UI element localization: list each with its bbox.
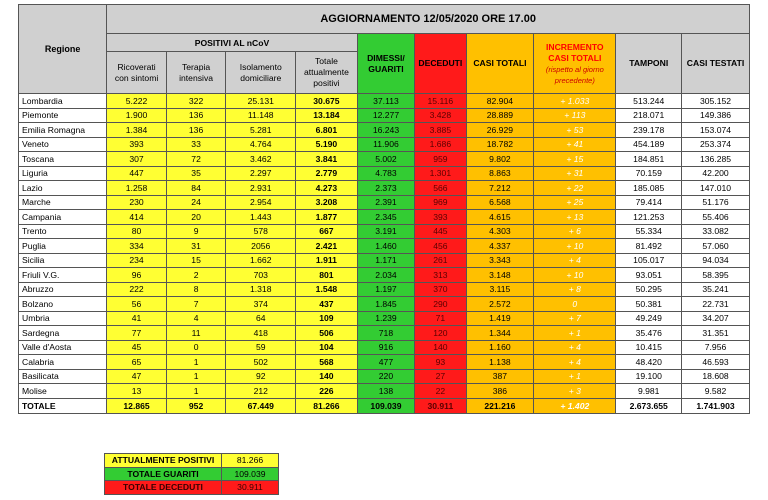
cell-dimessi: 1.239 [357, 311, 414, 326]
table-row [19, 282, 750, 297]
table-row [19, 268, 750, 283]
table-row [19, 152, 750, 167]
cell-casi: 386 [466, 384, 534, 399]
cell-regione: Toscana [19, 152, 107, 167]
cell-tamponi: 185.085 [616, 181, 682, 196]
cell-totale: 4.273 [296, 181, 358, 196]
cell-testati: 253.374 [682, 137, 750, 152]
cell-ricoverati: 47 [107, 369, 167, 384]
cell-testati: 46.593 [682, 355, 750, 370]
table-row [19, 253, 750, 268]
table-row [19, 355, 750, 370]
cell-totale: 13.184 [296, 108, 358, 123]
cell-regione: Veneto [19, 137, 107, 152]
cell-totale: 506 [296, 326, 358, 341]
cell-incremento: + 7 [534, 311, 616, 326]
cell-tamponi: 218.071 [616, 108, 682, 123]
cell-casi: 1.419 [466, 311, 534, 326]
cell-totale: 568 [296, 355, 358, 370]
totals-row [19, 398, 750, 413]
summary-row [105, 467, 279, 481]
cell-totale: 1.548 [296, 282, 358, 297]
cell-terapia: 7 [166, 297, 226, 312]
cell-regione: Marche [19, 195, 107, 210]
cell-casi: 3.148 [466, 268, 534, 283]
cell-deceduti: 120 [415, 326, 466, 341]
table-row [19, 340, 750, 355]
cell-regione: Trento [19, 224, 107, 239]
header-dimessi: DIMESSI/ GUARITI [357, 34, 414, 94]
cell-deceduti: 27 [415, 369, 466, 384]
cell-casi: 7.212 [466, 181, 534, 196]
cell-totale: 801 [296, 268, 358, 283]
cell-incremento: + 53 [534, 123, 616, 138]
summary-label: TOTALE DECEDUTI [105, 481, 222, 495]
cell-ricoverati: 393 [107, 137, 167, 152]
cell-tamponi: 513.244 [616, 94, 682, 109]
header-incremento-note: (rispetto al giorno precedente) [545, 64, 604, 85]
cell-deceduti: 71 [415, 311, 466, 326]
header-terapia: Terapia intensiva [166, 52, 226, 94]
cell-incremento: + 25 [534, 195, 616, 210]
table-row [19, 210, 750, 225]
cell-incremento: + 1 [534, 369, 616, 384]
cell-casi: 387 [466, 369, 534, 384]
cell-tamponi: 19.100 [616, 369, 682, 384]
total-tamponi: 2.673.655 [616, 398, 682, 413]
cell-deceduti: 969 [415, 195, 466, 210]
cell-isolamento: 64 [226, 311, 296, 326]
summary-legend [104, 453, 279, 495]
table-row [19, 384, 750, 399]
table-row [19, 181, 750, 196]
cell-totale: 6.801 [296, 123, 358, 138]
cell-testati: 57.060 [682, 239, 750, 254]
cell-terapia: 4 [166, 311, 226, 326]
cell-regione: Liguria [19, 166, 107, 181]
cell-dimessi: 1.197 [357, 282, 414, 297]
cell-incremento: + 10 [534, 268, 616, 283]
header-regione: Regione [19, 5, 107, 94]
cell-dimessi: 12.277 [357, 108, 414, 123]
cell-terapia: 24 [166, 195, 226, 210]
cell-testati: 35.241 [682, 282, 750, 297]
cell-totale: 3.208 [296, 195, 358, 210]
cell-dimessi: 1.171 [357, 253, 414, 268]
cell-regione: Sardegna [19, 326, 107, 341]
cell-terapia: 72 [166, 152, 226, 167]
cell-dimessi: 2.373 [357, 181, 414, 196]
report-title: AGGIORNAMENTO 12/05/2020 ORE 17.00 [107, 5, 750, 34]
cell-testati: 9.582 [682, 384, 750, 399]
cell-tamponi: 105.017 [616, 253, 682, 268]
cell-dimessi: 1.460 [357, 239, 414, 254]
cell-isolamento: 703 [226, 268, 296, 283]
cell-totale: 140 [296, 369, 358, 384]
cell-testati: 305.152 [682, 94, 750, 109]
cell-totale: 109 [296, 311, 358, 326]
table-row [19, 311, 750, 326]
cell-regione: Piemonte [19, 108, 107, 123]
cell-ricoverati: 234 [107, 253, 167, 268]
cell-dimessi: 1.845 [357, 297, 414, 312]
cell-tamponi: 81.492 [616, 239, 682, 254]
cell-regione: Lazio [19, 181, 107, 196]
cell-tamponi: 50.295 [616, 282, 682, 297]
cell-testati: 7.956 [682, 340, 750, 355]
cell-totale: 2.421 [296, 239, 358, 254]
cell-incremento: + 10 [534, 239, 616, 254]
cell-casi: 4.337 [466, 239, 534, 254]
cell-totale: 667 [296, 224, 358, 239]
cell-dimessi: 4.783 [357, 166, 414, 181]
cell-terapia: 136 [166, 108, 226, 123]
table-row [19, 94, 750, 109]
cell-isolamento: 25.131 [226, 94, 296, 109]
cell-deceduti: 261 [415, 253, 466, 268]
cell-isolamento: 212 [226, 384, 296, 399]
cell-testati: 136.285 [682, 152, 750, 167]
cell-dimessi: 2.391 [357, 195, 414, 210]
cell-ricoverati: 77 [107, 326, 167, 341]
cell-casi: 1.344 [466, 326, 534, 341]
cell-totale: 104 [296, 340, 358, 355]
cell-dimessi: 2.034 [357, 268, 414, 283]
cell-testati: 149.386 [682, 108, 750, 123]
cell-terapia: 31 [166, 239, 226, 254]
cell-ricoverati: 1.900 [107, 108, 167, 123]
cell-testati: 34.207 [682, 311, 750, 326]
cell-terapia: 8 [166, 282, 226, 297]
cell-tamponi: 49.249 [616, 311, 682, 326]
cell-ricoverati: 96 [107, 268, 167, 283]
cell-ricoverati: 65 [107, 355, 167, 370]
cell-isolamento: 11.148 [226, 108, 296, 123]
cell-terapia: 9 [166, 224, 226, 239]
cell-regione: Calabria [19, 355, 107, 370]
cell-casi: 8.863 [466, 166, 534, 181]
cell-incremento: + 41 [534, 137, 616, 152]
cell-isolamento: 2056 [226, 239, 296, 254]
cell-terapia: 11 [166, 326, 226, 341]
cell-terapia: 322 [166, 94, 226, 109]
summary-value: 30.911 [222, 481, 279, 495]
total-deceduti: 30.911 [415, 398, 466, 413]
cell-deceduti: 393 [415, 210, 466, 225]
cell-deceduti: 566 [415, 181, 466, 196]
cell-ricoverati: 414 [107, 210, 167, 225]
cell-ricoverati: 1.384 [107, 123, 167, 138]
cell-dimessi: 220 [357, 369, 414, 384]
total-testati: 1.741.903 [682, 398, 750, 413]
cell-isolamento: 3.462 [226, 152, 296, 167]
cell-dimessi: 916 [357, 340, 414, 355]
cell-incremento: + 4 [534, 355, 616, 370]
cell-deceduti: 3.885 [415, 123, 466, 138]
cell-tamponi: 48.420 [616, 355, 682, 370]
cell-tamponi: 55.334 [616, 224, 682, 239]
cell-isolamento: 374 [226, 297, 296, 312]
total-incremento: + 1.402 [534, 398, 616, 413]
cell-dimessi: 37.113 [357, 94, 414, 109]
cell-isolamento: 59 [226, 340, 296, 355]
cell-casi: 4.615 [466, 210, 534, 225]
table-row [19, 297, 750, 312]
cell-totale: 3.841 [296, 152, 358, 167]
cell-regione: Valle d'Aosta [19, 340, 107, 355]
cell-isolamento: 5.281 [226, 123, 296, 138]
cell-totale: 1.911 [296, 253, 358, 268]
cell-ricoverati: 56 [107, 297, 167, 312]
cell-deceduti: 445 [415, 224, 466, 239]
cell-tamponi: 70.159 [616, 166, 682, 181]
cell-totale: 5.190 [296, 137, 358, 152]
cell-regione: Emilia Romagna [19, 123, 107, 138]
cell-regione: Puglia [19, 239, 107, 254]
cell-regione: Abruzzo [19, 282, 107, 297]
cell-ricoverati: 41 [107, 311, 167, 326]
table-row [19, 123, 750, 138]
cell-isolamento: 1.443 [226, 210, 296, 225]
cell-incremento: + 15 [534, 152, 616, 167]
table-row [19, 195, 750, 210]
cell-dimessi: 2.345 [357, 210, 414, 225]
table-row [19, 224, 750, 239]
header-incremento-label: INCREMENTO CASI TOTALI [546, 41, 604, 63]
total-terapia: 952 [166, 398, 226, 413]
regional-rows [19, 94, 750, 399]
cell-casi: 18.782 [466, 137, 534, 152]
cell-deceduti: 93 [415, 355, 466, 370]
cell-testati: 31.351 [682, 326, 750, 341]
cell-casi: 2.572 [466, 297, 534, 312]
cell-incremento: + 22 [534, 181, 616, 196]
cell-ricoverati: 230 [107, 195, 167, 210]
cell-regione: Lombardia [19, 94, 107, 109]
cell-casi: 6.568 [466, 195, 534, 210]
cell-isolamento: 418 [226, 326, 296, 341]
cell-tamponi: 239.178 [616, 123, 682, 138]
cell-incremento: + 4 [534, 340, 616, 355]
cell-terapia: 1 [166, 355, 226, 370]
cell-casi: 4.303 [466, 224, 534, 239]
table-row [19, 166, 750, 181]
cell-testati: 153.074 [682, 123, 750, 138]
cell-deceduti: 290 [415, 297, 466, 312]
cell-isolamento: 578 [226, 224, 296, 239]
cell-incremento: + 31 [534, 166, 616, 181]
covid-report-sheet [18, 4, 750, 414]
cell-terapia: 2 [166, 268, 226, 283]
cell-incremento: + 1.033 [534, 94, 616, 109]
cell-ricoverati: 222 [107, 282, 167, 297]
cell-isolamento: 1.318 [226, 282, 296, 297]
total-isolamento: 67.449 [226, 398, 296, 413]
cell-deceduti: 370 [415, 282, 466, 297]
cell-testati: 94.034 [682, 253, 750, 268]
cell-isolamento: 2.954 [226, 195, 296, 210]
header-totale-positivi: Totale attualmente positivi [296, 52, 358, 94]
summary-label: ATTUALMENTE POSITIVI [105, 454, 222, 468]
cell-deceduti: 22 [415, 384, 466, 399]
cell-testati: 22.731 [682, 297, 750, 312]
header-incremento [534, 34, 616, 94]
cell-incremento: + 113 [534, 108, 616, 123]
cell-ricoverati: 334 [107, 239, 167, 254]
cell-regione: Molise [19, 384, 107, 399]
cell-deceduti: 456 [415, 239, 466, 254]
cell-terapia: 33 [166, 137, 226, 152]
cell-totale: 437 [296, 297, 358, 312]
cell-incremento: + 3 [534, 384, 616, 399]
cell-terapia: 35 [166, 166, 226, 181]
cell-ricoverati: 45 [107, 340, 167, 355]
cell-incremento: + 6 [534, 224, 616, 239]
cell-isolamento: 2.931 [226, 181, 296, 196]
table-row [19, 239, 750, 254]
cell-casi: 9.802 [466, 152, 534, 167]
cell-casi: 3.115 [466, 282, 534, 297]
cell-isolamento: 2.297 [226, 166, 296, 181]
cell-testati: 42.200 [682, 166, 750, 181]
cell-isolamento: 502 [226, 355, 296, 370]
cell-dimessi: 5.002 [357, 152, 414, 167]
cell-terapia: 1 [166, 384, 226, 399]
cell-regione: Umbria [19, 311, 107, 326]
cell-deceduti: 1.686 [415, 137, 466, 152]
cell-incremento: + 4 [534, 253, 616, 268]
cell-tamponi: 50.381 [616, 297, 682, 312]
cell-casi: 1.160 [466, 340, 534, 355]
cell-casi: 1.138 [466, 355, 534, 370]
cell-tamponi: 9.981 [616, 384, 682, 399]
cell-tamponi: 35.476 [616, 326, 682, 341]
cell-regione: Campania [19, 210, 107, 225]
cell-tamponi: 121.253 [616, 210, 682, 225]
regional-data-table [18, 4, 750, 414]
total-positivi: 81.266 [296, 398, 358, 413]
cell-deceduti: 313 [415, 268, 466, 283]
cell-testati: 58.395 [682, 268, 750, 283]
cell-dimessi: 11.906 [357, 137, 414, 152]
cell-totale: 226 [296, 384, 358, 399]
total-casi: 221.216 [466, 398, 534, 413]
header-isolamento: Isolamento domiciliare [226, 52, 296, 94]
cell-testati: 55.406 [682, 210, 750, 225]
cell-tamponi: 93.051 [616, 268, 682, 283]
cell-dimessi: 3.191 [357, 224, 414, 239]
cell-regione: Sicilia [19, 253, 107, 268]
cell-terapia: 136 [166, 123, 226, 138]
header-casi-testati: CASI TESTATI [682, 34, 750, 94]
header-positivi-group: POSITIVI AL nCoV [107, 34, 357, 52]
cell-casi: 28.889 [466, 108, 534, 123]
cell-tamponi: 79.414 [616, 195, 682, 210]
cell-terapia: 20 [166, 210, 226, 225]
cell-regione: Basilicata [19, 369, 107, 384]
cell-isolamento: 92 [226, 369, 296, 384]
cell-regione: Bolzano [19, 297, 107, 312]
cell-testati: 33.082 [682, 224, 750, 239]
cell-incremento: + 8 [534, 282, 616, 297]
cell-incremento: + 13 [534, 210, 616, 225]
header-casi-totali: CASI TOTALI [466, 34, 534, 94]
cell-deceduti: 1.301 [415, 166, 466, 181]
summary-value: 109.039 [222, 467, 279, 481]
cell-totale: 1.877 [296, 210, 358, 225]
cell-ricoverati: 80 [107, 224, 167, 239]
cell-ricoverati: 13 [107, 384, 167, 399]
cell-testati: 51.176 [682, 195, 750, 210]
cell-tamponi: 10.415 [616, 340, 682, 355]
cell-terapia: 1 [166, 369, 226, 384]
cell-casi: 82.904 [466, 94, 534, 109]
cell-isolamento: 1.662 [226, 253, 296, 268]
header-deceduti: DECEDUTI [415, 34, 466, 94]
cell-deceduti: 3.428 [415, 108, 466, 123]
cell-incremento: + 1 [534, 326, 616, 341]
table-row [19, 108, 750, 123]
total-label: TOTALE [19, 398, 107, 413]
table-row [19, 137, 750, 152]
cell-deceduti: 15.116 [415, 94, 466, 109]
cell-deceduti: 959 [415, 152, 466, 167]
total-ricoverati: 12.865 [107, 398, 167, 413]
cell-dimessi: 477 [357, 355, 414, 370]
cell-tamponi: 184.851 [616, 152, 682, 167]
cell-ricoverati: 5.222 [107, 94, 167, 109]
cell-ricoverati: 307 [107, 152, 167, 167]
cell-dimessi: 16.243 [357, 123, 414, 138]
cell-dimessi: 718 [357, 326, 414, 341]
summary-label: TOTALE GUARITI [105, 467, 222, 481]
table-row [19, 326, 750, 341]
cell-ricoverati: 447 [107, 166, 167, 181]
table-row [19, 369, 750, 384]
cell-totale: 30.675 [296, 94, 358, 109]
summary-value: 81.266 [222, 454, 279, 468]
cell-totale: 2.779 [296, 166, 358, 181]
cell-casi: 3.343 [466, 253, 534, 268]
cell-regione: Friuli V.G. [19, 268, 107, 283]
cell-isolamento: 4.764 [226, 137, 296, 152]
header-tamponi: TAMPONI [616, 34, 682, 94]
cell-testati: 147.010 [682, 181, 750, 196]
cell-dimessi: 138 [357, 384, 414, 399]
cell-terapia: 15 [166, 253, 226, 268]
cell-terapia: 0 [166, 340, 226, 355]
cell-tamponi: 454.189 [616, 137, 682, 152]
cell-ricoverati: 1.258 [107, 181, 167, 196]
header-ricoverati: Ricoverati con sintomi [107, 52, 167, 94]
cell-deceduti: 140 [415, 340, 466, 355]
cell-terapia: 84 [166, 181, 226, 196]
cell-casi: 26.929 [466, 123, 534, 138]
total-dimessi: 109.039 [357, 398, 414, 413]
cell-testati: 18.608 [682, 369, 750, 384]
summary-row [105, 481, 279, 495]
cell-incremento: 0 [534, 297, 616, 312]
summary-row [105, 454, 279, 468]
